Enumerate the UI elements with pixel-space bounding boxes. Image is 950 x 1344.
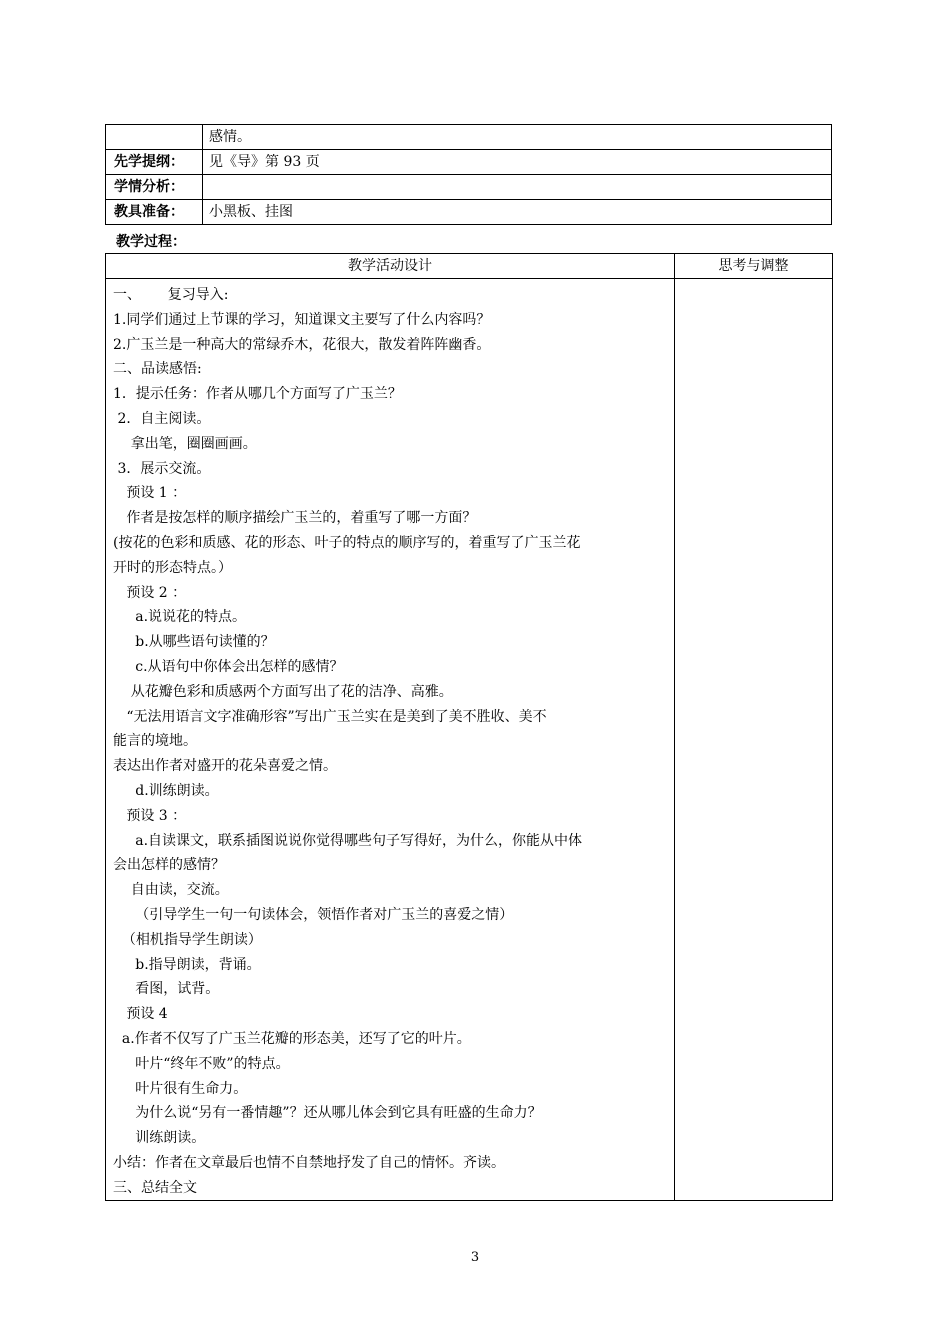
activity-line: (按花的色彩和质感、花的形态、叶子的特点的顺序写的，着重写了广玉兰花: [113, 534, 581, 551]
info-value: 见《导》第 93 页: [203, 150, 832, 175]
activity-line: 2.广玉兰是一种高大的常绿乔木，花很大，散发着阵阵幽香。: [113, 336, 491, 353]
activity-line: 看图，试背。: [113, 981, 220, 998]
page-number: 3: [470, 1250, 480, 1265]
table-header-row: [106, 254, 833, 279]
info-label: 教具准备：: [106, 200, 203, 225]
activity-line: 拿出笔，圈圈画画。: [113, 435, 257, 452]
activity-line: c.从语句中你体会出怎样的感情？: [113, 658, 344, 675]
activity-line: 作者是按怎样的顺序描绘广玉兰的，着重写了哪一方面？: [113, 510, 477, 527]
activity-lines: [106, 279, 674, 1200]
info-label: [106, 125, 203, 150]
activity-line: 叶片很有生命力。: [113, 1080, 248, 1097]
info-label: 先学提纲：: [106, 150, 203, 175]
activity-line: 预设 3 ：: [113, 807, 187, 824]
activity-line: a.作者不仅写了广玉兰花瓣的形态美，还写了它的叶片。: [113, 1030, 471, 1047]
activity-line: 预设 2 ：: [113, 584, 187, 601]
activity-cell: [106, 279, 675, 1201]
reflection-cell: [675, 279, 833, 1201]
info-table: [105, 124, 832, 225]
info-row: [106, 150, 832, 175]
activity-line: 3．展示交流。: [113, 460, 211, 477]
info-value: 感情。: [203, 125, 832, 150]
lesson-table: [105, 253, 833, 1201]
activity-line: b.指导朗读，背诵。: [113, 956, 261, 973]
activity-line: 会出怎样的感情？: [113, 857, 225, 874]
activity-line: 训练朗读。: [113, 1130, 206, 1147]
activity-line: 自由读，交流。: [113, 882, 229, 899]
column-header-reflection: 思考与调整: [675, 254, 833, 279]
activity-line: 2．自主阅读。: [113, 410, 211, 427]
activity-line: 1.同学们通过上节课的学习，知道课文主要写了什么内容吗？: [113, 311, 491, 328]
activity-line: 为什么说“另有一番情趣”？还从哪儿体会到它具有旺盛的生命力？: [113, 1105, 542, 1122]
process-heading: 教学过程：: [116, 234, 186, 250]
activity-line: 预设 1 ：: [113, 485, 187, 502]
info-row: [106, 200, 832, 225]
activity-line: a.说说花的特点。: [113, 609, 247, 626]
info-label: 学情分析：: [106, 175, 203, 200]
activity-line: 表达出作者对盛开的花朵喜爱之情。: [113, 758, 337, 775]
table-content-row: [106, 279, 833, 1201]
activity-line: 从花瓣色彩和质感两个方面写出了花的洁净、高雅。: [113, 683, 453, 700]
activity-line: b.从哪些语句读懂的？: [113, 634, 275, 651]
activity-line: 二、品读感悟:: [113, 361, 202, 378]
activity-line: d.训练朗读。: [113, 782, 219, 799]
activity-line: “无法用语言文字准确形容”写出广玉兰实在是美到了美不胜收、美不: [113, 708, 547, 725]
activity-line: （引导学生一句一句读体会，领悟作者对广玉兰的喜爱之情）: [113, 906, 514, 923]
activity-line: 叶片“终年不败”的特点。: [113, 1055, 290, 1072]
info-value: 小黑板、挂图: [203, 200, 832, 225]
activity-line: 能言的境地。: [113, 733, 197, 750]
activity-line: 一、 复习导入:: [113, 287, 229, 303]
activity-line: a.自读课文，联系插图说说你觉得哪些句子写得好，为什么，你能从中体: [113, 832, 583, 849]
column-header-activity: 教学活动设计: [106, 254, 675, 279]
activity-line: 1．提示任务：作者从哪几个方面写了广玉兰？: [113, 386, 402, 403]
info-row: [106, 175, 832, 200]
info-row: [106, 125, 832, 150]
info-value: [203, 175, 832, 200]
activity-line: 预设 4: [113, 1006, 168, 1023]
activity-line: （相机指导学生朗读）: [113, 931, 262, 948]
activity-line: 开时的形态特点。）: [113, 559, 232, 576]
activity-line: 三、总结全文: [113, 1179, 197, 1196]
activity-line: 小结：作者在文章最后也情不自禁地抒发了自己的情怀。齐读。: [113, 1154, 505, 1171]
